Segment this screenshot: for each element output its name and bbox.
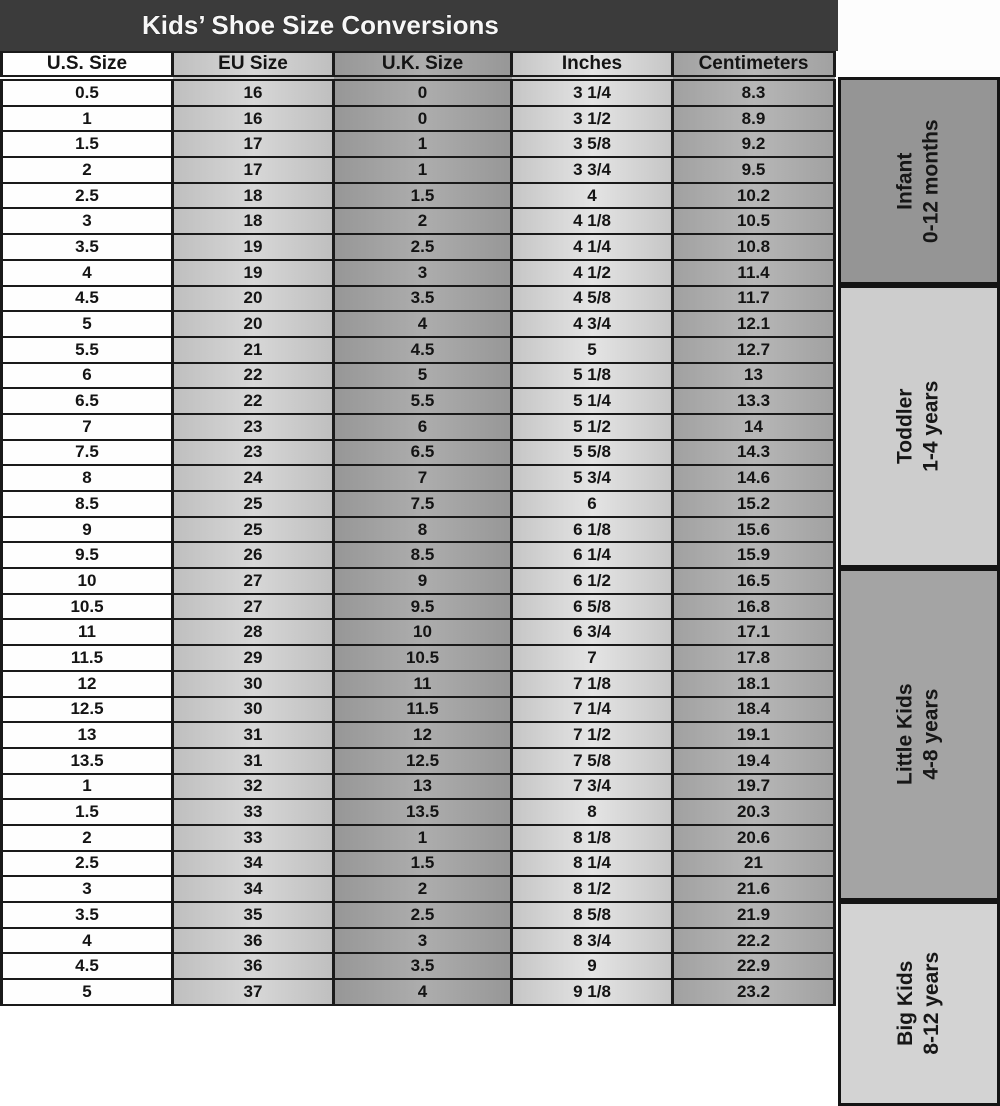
table-cell: 24	[173, 465, 334, 491]
table-cell: 8.5	[334, 542, 512, 568]
table-row	[2, 337, 835, 363]
table-cell: 19	[173, 260, 334, 286]
column-header-inches: Inches	[512, 52, 673, 78]
table-cell: 18.4	[673, 697, 835, 723]
table-cell: 16.5	[673, 568, 835, 594]
table-cell: 27	[173, 594, 334, 620]
table-cell: 9	[334, 568, 512, 594]
table-cell: 1.5	[334, 851, 512, 877]
table-row	[2, 157, 835, 183]
table-cell: 20	[173, 311, 334, 337]
table-cell: 3 1/2	[512, 106, 673, 132]
header-row	[2, 52, 835, 78]
table-row	[2, 131, 835, 157]
table-cell: 1.5	[2, 799, 173, 825]
table-cell: 5.5	[2, 337, 173, 363]
table-cell: 8	[334, 517, 512, 543]
table-cell: 12	[334, 722, 512, 748]
table-cell: 22.2	[673, 928, 835, 954]
table-cell: 11	[334, 671, 512, 697]
age-group-toddler	[838, 285, 1000, 568]
table-cell: 2.5	[2, 183, 173, 209]
table-cell: 35	[173, 902, 334, 928]
table-cell: 6	[2, 363, 173, 389]
table-row	[2, 208, 835, 234]
table-cell: 2	[334, 208, 512, 234]
table-cell: 3 5/8	[512, 131, 673, 157]
table-cell: 16	[173, 106, 334, 132]
table-cell: 17.1	[673, 619, 835, 645]
table-cell: 7 1/8	[512, 671, 673, 697]
table-cell: 5 1/2	[512, 414, 673, 440]
table-cell: 25	[173, 517, 334, 543]
table-cell: 9.2	[673, 131, 835, 157]
table-cell: 14.6	[673, 465, 835, 491]
table-cell: 3.5	[334, 953, 512, 979]
table-cell: 4	[2, 260, 173, 286]
table-cell: 19.4	[673, 748, 835, 774]
table-cell: 3.5	[2, 234, 173, 260]
table-cell: 12.1	[673, 311, 835, 337]
table-cell: 14	[673, 414, 835, 440]
table-cell: 15.9	[673, 542, 835, 568]
table-cell: 17	[173, 157, 334, 183]
table-cell: 2	[2, 825, 173, 851]
table-row	[2, 928, 835, 954]
table-row	[2, 594, 835, 620]
age-group-range: 0-12 months	[919, 119, 943, 243]
table-cell: 5	[512, 337, 673, 363]
table-cell: 21.6	[673, 876, 835, 902]
table-cell: 30	[173, 671, 334, 697]
table-cell: 21	[673, 851, 835, 877]
table-cell: 1	[2, 106, 173, 132]
age-group-infant	[838, 77, 1000, 285]
table-cell: 3.5	[2, 902, 173, 928]
table-cell: 1.5	[334, 183, 512, 209]
table-cell: 3	[2, 208, 173, 234]
table-cell: 7 3/4	[512, 774, 673, 800]
table-row	[2, 953, 835, 979]
age-group-label	[893, 952, 946, 1055]
table-cell: 3	[2, 876, 173, 902]
table-cell: 9 1/8	[512, 979, 673, 1005]
table-cell: 3.5	[334, 286, 512, 312]
table-cell: 4	[334, 979, 512, 1005]
table-cell: 18	[173, 183, 334, 209]
table-row	[2, 388, 835, 414]
table-cell: 5	[334, 363, 512, 389]
table-cell: 12.5	[2, 697, 173, 723]
table-cell: 20	[173, 286, 334, 312]
table-cell: 6 1/8	[512, 517, 673, 543]
table-cell: 3 3/4	[512, 157, 673, 183]
table-cell: 1	[334, 157, 512, 183]
table-cell: 34	[173, 876, 334, 902]
table-cell: 4 1/8	[512, 208, 673, 234]
table-row	[2, 619, 835, 645]
table-cell: 5	[2, 311, 173, 337]
table-cell: 10.5	[334, 645, 512, 671]
table-cell: 5 5/8	[512, 440, 673, 466]
table-cell: 13	[673, 363, 835, 389]
table-row	[2, 722, 835, 748]
table-row	[2, 78, 835, 106]
table-cell: 13.5	[2, 748, 173, 774]
table-cell: 4	[2, 928, 173, 954]
page-title: Kids’ Shoe Size Conversions	[142, 10, 499, 40]
table-cell: 9.5	[334, 594, 512, 620]
table-cell: 19	[173, 234, 334, 260]
table-cell: 29	[173, 645, 334, 671]
table-cell: 8 5/8	[512, 902, 673, 928]
table-cell: 34	[173, 851, 334, 877]
table-cell: 6 3/4	[512, 619, 673, 645]
table-row	[2, 542, 835, 568]
table-row	[2, 440, 835, 466]
table-cell: 2.5	[334, 234, 512, 260]
table-cell: 4 1/2	[512, 260, 673, 286]
table-cell: 1.5	[2, 131, 173, 157]
table-cell: 2.5	[334, 902, 512, 928]
column-header-u-k-size: U.K. Size	[334, 52, 512, 78]
table-cell: 4 3/4	[512, 311, 673, 337]
table-cell: 4 5/8	[512, 286, 673, 312]
table-cell: 11	[2, 619, 173, 645]
table-cell: 8 1/8	[512, 825, 673, 851]
column-header-centimeters: Centimeters	[673, 52, 835, 78]
age-group-name: Big Kids	[893, 960, 917, 1047]
table-cell: 36	[173, 953, 334, 979]
table-cell: 19.7	[673, 774, 835, 800]
table-cell: 4	[512, 183, 673, 209]
table-cell: 6	[334, 414, 512, 440]
age-group-name: Toddler	[893, 388, 917, 465]
age-group-name: Little Kids	[893, 683, 917, 786]
table-cell: 22	[173, 363, 334, 389]
table-cell: 23	[173, 414, 334, 440]
age-group-range: 8-12 years	[919, 952, 943, 1055]
table-cell: 33	[173, 825, 334, 851]
table-cell: 15.6	[673, 517, 835, 543]
table-cell: 23	[173, 440, 334, 466]
table-cell: 5 1/4	[512, 388, 673, 414]
table-cell: 10.5	[2, 594, 173, 620]
table-row	[2, 799, 835, 825]
age-group-label	[893, 381, 946, 472]
table-cell: 4	[334, 311, 512, 337]
table-row	[2, 568, 835, 594]
table-cell: 7.5	[2, 440, 173, 466]
table-cell: 15.2	[673, 491, 835, 517]
table-row	[2, 106, 835, 132]
table-cell: 16.8	[673, 594, 835, 620]
table-row	[2, 876, 835, 902]
table-cell: 18	[173, 208, 334, 234]
table-cell: 20.3	[673, 799, 835, 825]
size-conversion-table	[0, 51, 836, 1006]
table-cell: 0	[334, 78, 512, 106]
column-header-u-s-size: U.S. Size	[2, 52, 173, 78]
table-cell: 0	[334, 106, 512, 132]
table-row	[2, 697, 835, 723]
table-cell: 7 5/8	[512, 748, 673, 774]
table-cell: 0.5	[2, 78, 173, 106]
table-cell: 4 1/4	[512, 234, 673, 260]
table-cell: 21.9	[673, 902, 835, 928]
table-cell: 11.7	[673, 286, 835, 312]
table-row	[2, 774, 835, 800]
table-row	[2, 979, 835, 1005]
table-cell: 1	[334, 131, 512, 157]
table-cell: 37	[173, 979, 334, 1005]
table-cell: 4.5	[334, 337, 512, 363]
table-cell: 11.4	[673, 260, 835, 286]
age-group-little-kids	[838, 568, 1000, 901]
table-cell: 8.5	[2, 491, 173, 517]
title-bar	[0, 0, 838, 51]
table-cell: 13	[2, 722, 173, 748]
table-row	[2, 748, 835, 774]
table-cell: 20.6	[673, 825, 835, 851]
age-group-label	[893, 684, 946, 786]
table-row	[2, 902, 835, 928]
table-cell: 32	[173, 774, 334, 800]
table-cell: 22.9	[673, 953, 835, 979]
table-cell: 22	[173, 388, 334, 414]
table-cell: 10	[2, 568, 173, 594]
table-cell: 7	[2, 414, 173, 440]
table-cell: 7 1/2	[512, 722, 673, 748]
table-cell: 8 1/4	[512, 851, 673, 877]
table-cell: 31	[173, 722, 334, 748]
table-row	[2, 825, 835, 851]
table-cell: 26	[173, 542, 334, 568]
table-cell: 5.5	[334, 388, 512, 414]
table-cell: 3	[334, 928, 512, 954]
table-cell: 16	[173, 78, 334, 106]
table-cell: 21	[173, 337, 334, 363]
table-cell: 7.5	[334, 491, 512, 517]
table-cell: 8.3	[673, 78, 835, 106]
table-cell: 27	[173, 568, 334, 594]
table-cell: 12	[2, 671, 173, 697]
table-row	[2, 491, 835, 517]
table-row	[2, 851, 835, 877]
table-cell: 10.8	[673, 234, 835, 260]
table-row	[2, 517, 835, 543]
table-cell: 2	[334, 876, 512, 902]
table-cell: 3	[334, 260, 512, 286]
table-cell: 6.5	[2, 388, 173, 414]
table-cell: 36	[173, 928, 334, 954]
table-cell: 30	[173, 697, 334, 723]
table-cell: 6 1/2	[512, 568, 673, 594]
table-cell: 31	[173, 748, 334, 774]
table-row	[2, 183, 835, 209]
table-cell: 10	[334, 619, 512, 645]
table-cell: 8	[512, 799, 673, 825]
table-row	[2, 311, 835, 337]
table-cell: 6.5	[334, 440, 512, 466]
table-header	[2, 52, 835, 78]
table-cell: 2.5	[2, 851, 173, 877]
table-cell: 13	[334, 774, 512, 800]
table-row	[2, 363, 835, 389]
table-cell: 6 5/8	[512, 594, 673, 620]
table-cell: 14.3	[673, 440, 835, 466]
table-cell: 8	[2, 465, 173, 491]
table-cell: 28	[173, 619, 334, 645]
table-cell: 33	[173, 799, 334, 825]
table-cell: 10.5	[673, 208, 835, 234]
table-cell: 1	[334, 825, 512, 851]
table-cell: 8 3/4	[512, 928, 673, 954]
table-cell: 6	[512, 491, 673, 517]
table-cell: 13.5	[334, 799, 512, 825]
table-cell: 8.9	[673, 106, 835, 132]
age-group-label	[893, 119, 946, 243]
table-cell: 3 1/4	[512, 78, 673, 106]
age-group-name: Infant	[893, 152, 917, 210]
age-group-range: 1-4 years	[919, 380, 943, 473]
table-row	[2, 234, 835, 260]
table-cell: 13.3	[673, 388, 835, 414]
table-cell: 9.5	[2, 542, 173, 568]
table-cell: 7 1/4	[512, 697, 673, 723]
table-cell: 19.1	[673, 722, 835, 748]
table-cell: 23.2	[673, 979, 835, 1005]
table-row	[2, 286, 835, 312]
table-row	[2, 260, 835, 286]
table-cell: 4.5	[2, 286, 173, 312]
age-group-big-kids	[838, 901, 1000, 1106]
table-cell: 17.8	[673, 645, 835, 671]
table-row	[2, 465, 835, 491]
table-cell: 12.7	[673, 337, 835, 363]
table-cell: 4.5	[2, 953, 173, 979]
table-cell: 9	[2, 517, 173, 543]
table-cell: 17	[173, 131, 334, 157]
table-cell: 18.1	[673, 671, 835, 697]
table-cell: 11.5	[334, 697, 512, 723]
table-cell: 9.5	[673, 157, 835, 183]
table-cell: 1	[2, 774, 173, 800]
table-row	[2, 645, 835, 671]
table-cell: 5 1/8	[512, 363, 673, 389]
table-cell: 5 3/4	[512, 465, 673, 491]
table-cell: 12.5	[334, 748, 512, 774]
table-row	[2, 414, 835, 440]
table-cell: 2	[2, 157, 173, 183]
table-cell: 9	[512, 953, 673, 979]
table-cell: 10.2	[673, 183, 835, 209]
age-group-sidebar	[838, 0, 1000, 1055]
table-cell: 8 1/2	[512, 876, 673, 902]
table-cell: 5	[2, 979, 173, 1005]
table-cell: 11.5	[2, 645, 173, 671]
table-row	[2, 671, 835, 697]
table-cell: 7	[334, 465, 512, 491]
table-cell: 6 1/4	[512, 542, 673, 568]
table-cell: 25	[173, 491, 334, 517]
column-header-eu-size: EU Size	[173, 52, 334, 78]
table-cell: 7	[512, 645, 673, 671]
age-group-range: 4-8 years	[919, 688, 943, 781]
